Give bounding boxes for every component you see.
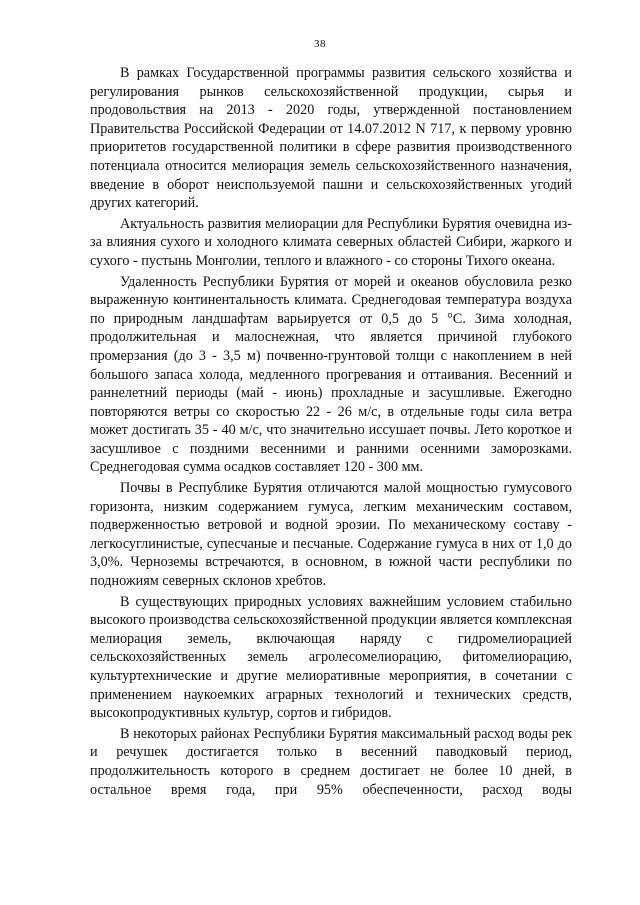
document-body xyxy=(90,64,572,801)
paragraph-climate: Удаленность Республики Бурятия от морей и океанов обусловила резко выраженную континентальность климата. Среднегодовая температура воздуха по природным ландшафтам варьируется от 0,5 до 5 °С. Зима холодная, продолжительная и малоснежная, что является причиной глубокого промерзания (до 3 - 3,5 м) почвенно-грунтовой толщи с накоплением в ней большого запаса холода, медленного прогревания и оттаивания. Весенний и раннелетний периоды (май - июнь) прохладные и засушливые. Ежегодно повторяются ветры со скоростью 22 - 26 м/с, в отдельные годы сила ветра может достигать 35 - 40 м/с, что значительно иссушает почвы. Лето короткое и засушливое с поздними весенними и ранними осенними заморозками. Среднегодовая сумма осадков составляет 120 - 300 мм. xyxy=(90,273,572,476)
paragraph-reclamation: В существующих природных условиях важнейшим условием стабильно высокого производства сельскохозяйственной продукции является комплексная мелиорация земель, включающая наряду с гидромелиорацией сельскохозяйственных земель агролесомелиорацию, фитомелиорацию, культуртехнические и другие мелиоративные мероприятия, в сочетании с применением наукоемких аграрных технологий и технических средств, высокопродуктивных культур, сортов и гибридов. xyxy=(90,593,572,722)
paragraph-river-flow: В некоторых районах Республики Бурятия максимальный расход воды рек и речушек достигается только в весенний паводковый период, продолжительность которого в среднем достигает не более 10 дней, в остальное время года, при 95% обеспеченности, расход воды xyxy=(90,725,572,798)
paragraph-state-program: В рамках Государственной программы развития сельского хозяйства и регулирования рынков сельскохозяйственной продукции, сырья и продовольствия на 2013 - 2020 годы, утвержденной постановлением Правительства Российской Федерации от 14.07.2012 N 717, к первому уровню приоритетов государственной политики в сфере развития производственного потенциала относится мелиорация земель сельскохозяйственного назначения, введение в оборот неиспользуемой пашни и сельскохозяйственных угодий других категорий. xyxy=(90,65,572,212)
paragraph-soils: Почвы в Республике Бурятия отличаются малой мощностью гумусового горизонта, низким содержанием гумуса, легким механическим составом, подверженностью ветровой и водной эрозии. По механическому составу - легкосуглинистые, супесчаные и песчаные. Содержание гумуса в них от 1,0 до 3,0%. Черноземы встречаются, в основном, в южной части республики по подножиям северных склонов хребтов. xyxy=(90,480,572,590)
paragraph-relevance: Актуальность развития мелиорации для Республики Бурятия очевидна из-за влияния сухого и холодного климата северных областей Сибири, жаркого и сухого - пустынь Монголии, теплого и влажного - со стороны Тихого океана. xyxy=(90,215,572,269)
page-number: 38 xyxy=(314,38,326,50)
